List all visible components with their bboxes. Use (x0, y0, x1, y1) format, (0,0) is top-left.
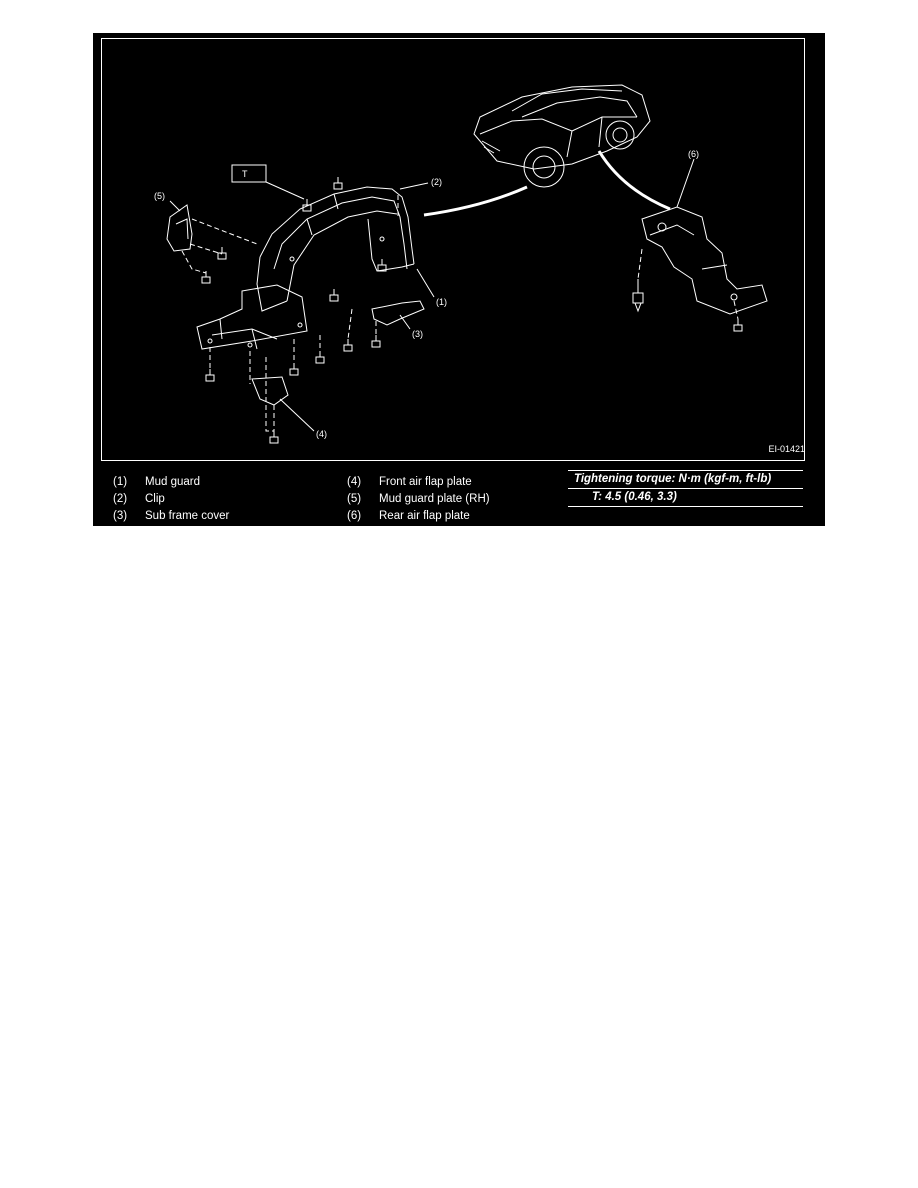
legend-label: Clip (145, 493, 165, 505)
callout-4: (4) (316, 429, 327, 439)
figure-id: EI-01421 (768, 444, 805, 454)
drawing-frame (101, 38, 805, 461)
callout-3: (3) (412, 329, 423, 339)
torque-tag-label: T (242, 169, 248, 179)
callout-6: (6) (688, 149, 699, 159)
torque-tag-box (232, 165, 266, 182)
legend-item (347, 473, 472, 491)
rear-leader-arc (599, 151, 670, 209)
torque-title: Tightening torque: N·m (kgf-m, ft-lb) (568, 470, 803, 485)
assembly-lines (182, 195, 738, 431)
mud-guard-plate-part (167, 205, 192, 251)
legend-item (347, 490, 490, 508)
legend-label: Front air flap plate (379, 476, 472, 488)
callout-2: (2) (431, 177, 442, 187)
torque-value: T: 4.5 (0.46, 3.3) (568, 488, 803, 507)
legend-label: Rear air flap plate (379, 510, 470, 522)
legend-label: Sub frame cover (145, 510, 230, 522)
front-leader-arc (424, 187, 527, 215)
callout-1: (1) (436, 297, 447, 307)
torque-spec-box (568, 470, 803, 514)
sub-frame-cover-part (372, 301, 424, 325)
exploded-view-drawing (102, 39, 804, 460)
legend-num: (3) (113, 510, 128, 522)
legend-num: (6) (347, 510, 362, 522)
legend-item (113, 490, 165, 508)
legend-label: Mud guard plate (RH) (379, 493, 490, 505)
legend-item (113, 473, 200, 491)
legend-num: (2) (113, 493, 128, 505)
rear-air-flap-plate-part (642, 207, 767, 314)
legend-num: (4) (347, 476, 362, 488)
legend-num: (5) (347, 493, 362, 505)
legend-item (113, 507, 229, 525)
legend-item (347, 507, 470, 525)
legend-num: (1) (113, 476, 128, 488)
fastener-glyphs (202, 177, 742, 443)
legend-label: Mud guard (145, 476, 200, 488)
callout-5: (5) (154, 191, 165, 201)
exploded-view-figure (93, 33, 825, 526)
car-illustration (474, 85, 650, 187)
